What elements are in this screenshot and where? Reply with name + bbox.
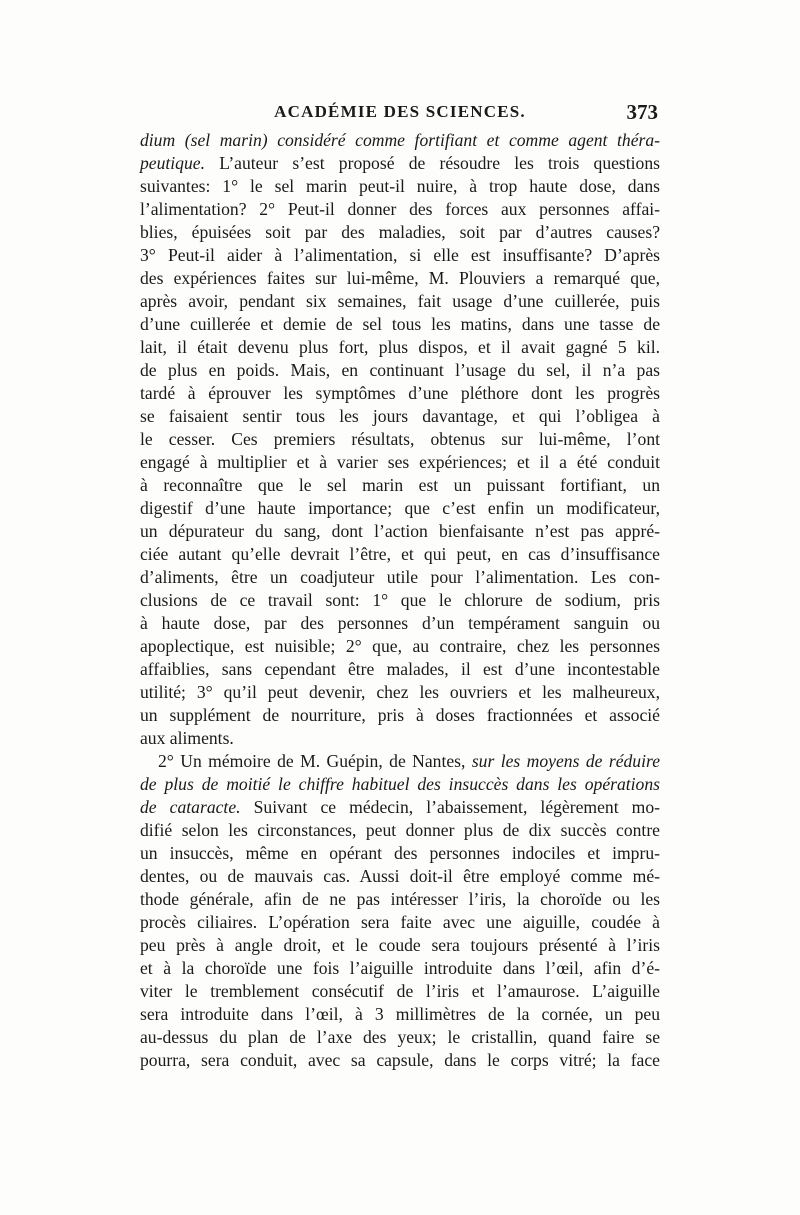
text-segment: engagé à multiplier et à varier ses expériences; et il a été conduit <box>140 452 660 472</box>
text-line <box>140 520 660 543</box>
text-line <box>140 474 660 497</box>
text-segment: sera introduite dans l’œil, à 3 millimètres de la cornée, un peu <box>140 1004 660 1024</box>
text-segment: Suivant ce médecin, l’abaissement, légèrement mo- <box>240 797 660 817</box>
text-line <box>140 198 660 221</box>
text-line <box>140 566 660 589</box>
text-segment: digestif d’une haute importance; que c’est enfin un modificateur, <box>140 498 660 518</box>
text-segment: à haute dose, par des personnes d’un tempérament sanguin ou <box>140 613 660 633</box>
italic-text: de cataracte. <box>140 797 241 817</box>
text-line <box>140 1026 660 1049</box>
text-segment: L’auteur s’est proposé de résoudre les trois questions <box>204 153 660 173</box>
text-line <box>140 842 660 865</box>
text-line <box>140 865 660 888</box>
text-line <box>140 152 660 175</box>
text-line <box>140 635 660 658</box>
text-line <box>140 796 660 819</box>
running-title: ACADÉMIE DES SCIENCES. <box>274 102 526 121</box>
italic-text: de plus de moitié le chiffre habituel des insuccès dans les opérations <box>140 774 660 794</box>
text-segment: blies, épuisées soit par des maladies, soit par d’autres causes? <box>140 222 660 242</box>
text-segment: difié selon les circonstances, peut donner plus de dix succès contre <box>140 820 660 840</box>
running-head <box>140 102 660 128</box>
text-line <box>140 451 660 474</box>
paragraph <box>140 750 660 1072</box>
text-line <box>140 405 660 428</box>
italic-text: peutique. <box>140 153 205 173</box>
text-line <box>140 244 660 267</box>
text-segment: l’alimentation? 2° Peut-il donner des forces aux personnes affai- <box>140 199 660 219</box>
text-line <box>140 934 660 957</box>
text-segment: et à la choroïde une fois l’aiguille introduite dans l’œil, afin d’é- <box>140 958 660 978</box>
text-line <box>140 428 660 451</box>
text-line <box>140 382 660 405</box>
page-number: 373 <box>626 100 658 124</box>
text-segment: viter le tremblement consécutif de l’iris et l’amaurose. L’aiguille <box>140 981 660 1001</box>
text-line <box>140 750 660 773</box>
text-segment: après avoir, pendant six semaines, fait usage d’une cuillerée, puis <box>140 291 660 311</box>
text-line <box>140 175 660 198</box>
text-segment: affaiblies, sans cependant être malades, il est d’une incontestable <box>140 659 660 679</box>
text-line <box>140 497 660 520</box>
text-segment: des expériences faites sur lui-même, M. Plouviers a remarqué que, <box>140 268 660 288</box>
text-line <box>140 221 660 244</box>
text-line <box>140 543 660 566</box>
text-line <box>140 911 660 934</box>
text-segment: d’une cuillerée et demie de sel tous les matins, dans une tasse de <box>140 314 660 334</box>
paragraph <box>140 129 660 750</box>
text-line <box>140 819 660 842</box>
text-segment: le cesser. Ces premiers résultats, obtenus sur lui-même, l’ont <box>140 429 660 449</box>
italic-text: dium (sel marin) considéré comme fortifiant et comme agent théra- <box>140 130 660 150</box>
text-segment: un supplément de nourriture, pris à doses fractionnées et associé <box>140 705 660 725</box>
text-segment: un dépurateur du sang, dont l’action bienfaisante n’est pas appré- <box>140 521 660 541</box>
text-line <box>140 957 660 980</box>
text-segment: à reconnaître que le sel marin est un puissant fortifiant, un <box>140 475 660 495</box>
text-line <box>140 1003 660 1026</box>
text-line <box>140 704 660 727</box>
text-segment: apoplectique, est nuisible; 2° que, au contraire, chez les personnes <box>140 636 660 656</box>
text-line <box>140 727 660 750</box>
text-line <box>140 681 660 704</box>
text-line <box>140 888 660 911</box>
text-segment: procès ciliaires. L’opération sera faite avec une aiguille, coudée à <box>140 912 660 932</box>
text-segment: clusions de ce travail sont: 1° que le chlorure de sodium, pris <box>140 590 660 610</box>
body-text <box>140 129 660 1072</box>
text-line <box>140 773 660 796</box>
text-segment: de plus en poids. Mais, en continuant l’usage du sel, il n’a pas <box>140 360 660 380</box>
text-segment: pourra, sera conduit, avec sa capsule, dans le corps vitré; la face <box>140 1050 660 1070</box>
text-segment: lait, il était devenu plus fort, plus dispos, et il avait gagné 5 kil. <box>140 337 660 357</box>
text-segment: 2° Un mémoire de M. Guépin, de Nantes, <box>158 751 472 771</box>
text-line <box>140 336 660 359</box>
text-segment: se faisaient sentir tous les jours davantage, et qui l’obligea à <box>140 406 660 426</box>
text-segment: tardé à éprouver les symptômes d’une pléthore dont les progrès <box>140 383 660 403</box>
text-line <box>140 589 660 612</box>
text-line <box>140 658 660 681</box>
text-segment: 3° Peut-il aider à l’alimentation, si elle est insuffisante? D’après <box>140 245 660 265</box>
text-segment: d’aliments, être un coadjuteur utile pour l’alimentation. Les con- <box>140 567 660 587</box>
text-line <box>140 129 660 152</box>
text-segment: au-dessus du plan de l’axe des yeux; le cristallin, quand faire se <box>140 1027 660 1047</box>
text-segment: aux aliments. <box>140 728 234 748</box>
text-segment: utilité; 3° qu’il peut devenir, chez les ouvriers et les malheureux, <box>140 682 660 702</box>
text-line <box>140 359 660 382</box>
text-segment: un insuccès, même en opérant des personnes indociles et impru- <box>140 843 660 863</box>
text-segment: peu près à angle droit, et le coude sera toujours présenté à l’iris <box>140 935 660 955</box>
text-segment: suivantes: 1° le sel marin peut-il nuire, à trop haute dose, dans <box>140 176 660 196</box>
text-line <box>140 612 660 635</box>
text-segment: dentes, ou de mauvais cas. Aussi doit-il être employé comme mé- <box>140 866 660 886</box>
text-line <box>140 290 660 313</box>
text-line <box>140 980 660 1003</box>
text-line <box>140 313 660 336</box>
text-segment: thode générale, afin de ne pas intéresser l’iris, la choroïde ou les <box>140 889 660 909</box>
text-line <box>140 1049 660 1072</box>
text-line <box>140 267 660 290</box>
text-segment: ciée autant qu’elle devrait l’être, et qui peut, en cas d’insuffisance <box>140 544 660 564</box>
italic-text: sur les moyens de réduire <box>471 751 660 771</box>
